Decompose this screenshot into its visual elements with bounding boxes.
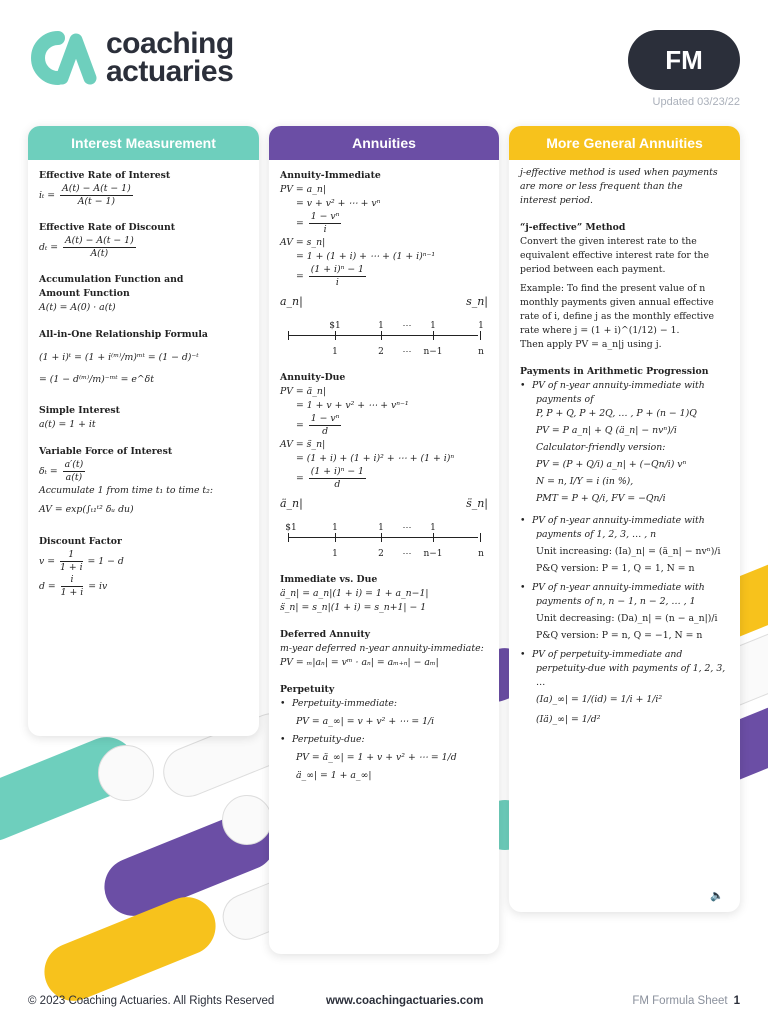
section-title: Discount Factor (39, 536, 122, 547)
formula: (1 + i)ᵗ = (1 + i⁽ᵐ⁾/m)ᵐᵗ = (1 − d)⁻ᵗ (39, 352, 199, 363)
timeline-right-symbol: s̈_n| (466, 497, 488, 510)
timeline-left-symbol: ä_n| (280, 497, 303, 510)
formula: = (1 + i) + (1 + i)² + ⋯ + (1 + i)ⁿ (296, 453, 455, 464)
card-interest-measurement (28, 126, 259, 736)
section-title: Perpetuity (280, 684, 335, 695)
timeline-time: n−1 (423, 549, 443, 559)
card-general-annuities (509, 126, 740, 912)
formula-denominator: A(t) (90, 248, 109, 259)
note: Accumulate 1 from time t₁ to time t₂: (39, 485, 214, 496)
bullet-cont: payments of n, n − 1, n − 2, … , 1 (536, 596, 696, 607)
timeline-time: ⋯ (402, 347, 412, 357)
formula-lhs: v = (39, 556, 55, 567)
formula: (Iä)_∞| = 1/d² (536, 714, 601, 725)
formula-denominator: 1 + i (60, 587, 84, 598)
formula-numerator: a′(t) (64, 459, 84, 470)
timeline-payment: $1 (329, 321, 341, 331)
example-text: Example: To find the present value of n (520, 283, 706, 294)
card-annuities: Annuities Annuity-Immediate PV = a_n| = v + v² + ⋯ + vⁿ = $\frac{\text{1 − vⁿ}}{i}$ AV = s_n| = 1 + (1 + i) + ⋯ + (1 + i)ⁿ⁻¹ = $\frac{\text{(1 + i)ⁿ − 1}}{i}$ a_n| s_n| $1 1 ⋯ 1 1 1 2 ⋯ n−1 n Annuity-Due PV = ä_n| = 1 + v + v² + ⋯ + vⁿ⁻¹ = $\frac{\text{1 − vⁿ}}{d}$ AV = s̈_n| = (1 + i) + (1 + i)² + ⋯ + (1 + i)ⁿ = $\frac{\text{(1 + i)ⁿ − 1}}{d}$ ä_n| s̈_n| $1 1 1 ⋯ 1 1 2 ⋯ n−1 n Immediate vs. Due ä_n| = a_n|(1 + i) = 1 + a_n−1| s̈_n| = s_n|(1 + i) = s_n+1| − 1 Deferred Annuity m-year deferred n-year annuity-immediate: PV = ₘ|aₙ| = vᵐ · aₙ| = aₘ₊ₙ| − aₘ| Perpetuity • Perpetuity-immediate: PV = a_∞| = v + v² + ⋯ = 1/i • Perpetuity-due: PV = ä_∞| = 1 + v + v² + ⋯ = 1/d ä_∞| = 1 + a_∞| (269, 126, 499, 954)
logo-line1: coaching (106, 27, 234, 60)
timeline-time: 1 (332, 347, 338, 357)
timeline-time: n (478, 549, 484, 559)
formula: AV = exp(∫ₜ₁ᵗ² δᵤ du) (39, 504, 134, 515)
body-text: Convert the given interest rate to the (520, 236, 697, 247)
section-title: All-in-One Relationship Formula (39, 329, 208, 340)
decor-circle (222, 795, 272, 845)
timeline-right-symbol: s_n| (466, 295, 488, 308)
timeline-time: ⋯ (402, 549, 412, 559)
formula: Unit increasing: (Ia)_n| = (ä_n| − nvⁿ)/i (536, 546, 721, 557)
formula: PV = ä_∞| = 1 + v + v² + ⋯ = 1/d (296, 752, 457, 763)
bullet-cont: payments of (536, 394, 594, 405)
timeline-payment: 1 (430, 321, 436, 331)
timeline-payment: 1 (332, 523, 338, 533)
formula: P&Q version: P = 1, Q = 1, N = n (536, 563, 695, 574)
formula: = v + v² + ⋯ + vⁿ (296, 198, 381, 209)
brand-logo[interactable] (28, 27, 234, 88)
formula: AV = s̈_n| (280, 439, 326, 450)
timeline-left-symbol: a_n| (280, 295, 303, 308)
formula: PV = (P + Q/i) a_n| + (−Qn/i) vⁿ (536, 459, 687, 470)
formula: P&Q version: P = n, Q = −1, N = n (536, 630, 703, 641)
section-title: Payments in Arithmetic Progression (520, 366, 709, 377)
card-title: More General Annuities (509, 126, 740, 160)
timeline-time: n−1 (423, 347, 443, 357)
updated-date: Updated 03/23/22 (652, 96, 740, 108)
bullet: • PV of n-year annuity-immediate with (520, 581, 729, 595)
formula-numerator: 1 − vⁿ (310, 413, 340, 424)
formula: PV = a_n| (280, 184, 326, 195)
card-title: Annuities (269, 126, 499, 160)
copyright: © 2023 Coaching Actuaries. All Rights Reserved (28, 995, 275, 1007)
logo-mark-icon (28, 30, 100, 86)
formula-denominator: A(t − 1) (77, 196, 116, 207)
timeline-time: 1 (332, 549, 338, 559)
decor-circle (98, 745, 154, 801)
formula: ä_n| = a_n|(1 + i) = 1 + a_n−1| (280, 588, 429, 599)
formula: s̈_n| = s_n|(1 + i) = s_n+1| − 1 (280, 602, 427, 613)
timeline-payment: $1 (285, 523, 297, 533)
timeline-time: 2 (378, 347, 384, 357)
formula: AV = s_n| (280, 237, 326, 248)
example-text: Then apply PV = a_n|j using j. (520, 339, 662, 350)
section-title: Effective Rate of Interest (39, 170, 171, 181)
bullet: • Perpetuity-due: (280, 733, 488, 747)
formula-denominator: d (334, 479, 341, 490)
formula-numerator: 1 (60, 549, 83, 562)
note: Calculator-friendly version: (536, 442, 666, 453)
formula: Unit decreasing: (Da)_n| = (n − a_n|)/i (536, 613, 718, 624)
timeline-payment: ⋯ (402, 523, 412, 533)
formula: N = n, I/Y = i (in %), (536, 476, 634, 487)
formula-lhs: d = (39, 581, 56, 592)
formula-lhs: δₜ = (39, 466, 58, 477)
note: m-year deferred n-year annuity-immediate: (280, 643, 484, 654)
timeline-payment: 1 (378, 321, 384, 331)
section-title: “j-effective” Method (520, 222, 626, 233)
formula-rhs: = iv (88, 581, 108, 592)
intro-text: are more or less frequent than the (520, 181, 683, 192)
section-title: Annuity-Immediate (280, 170, 381, 181)
formula-lhs: iₜ = (39, 190, 56, 201)
formula-numerator: (1 + i)ⁿ − 1 (310, 466, 364, 477)
section-title: Effective Rate of Discount (39, 222, 176, 233)
timeline-immediate (280, 295, 488, 365)
intro-text: interest period. (520, 195, 593, 206)
formula: = (1 − d⁽ᵐ⁾/m)⁻ᵐᵗ = e^δt (39, 374, 155, 385)
formula-numerator: 1 − vⁿ (310, 211, 340, 222)
page-number: 1 (733, 995, 740, 1007)
section-title: Simple Interest (39, 405, 120, 416)
bullet: • Perpetuity-immediate: (280, 697, 488, 711)
bullet: • PV of n-year annuity-immediate with (520, 514, 729, 528)
timeline-payment: 1 (430, 523, 436, 533)
formula: (Ia)_∞| = 1/(id) = 1/i + 1/i² (536, 694, 663, 705)
formula-denominator: i (335, 277, 339, 288)
timeline-payment: 1 (378, 523, 384, 533)
example-text: rate where j = (1 + i)^(1/12) − 1. (520, 325, 680, 336)
timeline-time: 2 (378, 549, 384, 559)
formula: = 1 + v + v² + ⋯ + vⁿ⁻¹ (296, 400, 409, 411)
speaker-icon[interactable]: 🔈 (710, 889, 724, 902)
timeline-payment: 1 (478, 321, 484, 331)
section-title: Deferred Annuity (280, 629, 371, 640)
timeline-time: n (478, 347, 484, 357)
formula-denominator: i (323, 224, 327, 235)
section-title: Accumulation Function and (39, 274, 184, 285)
formula: ä_∞| = 1 + a_∞| (296, 770, 372, 781)
bullet: • PV of perpetuity-immediate and (520, 648, 729, 662)
exam-badge: FM (628, 30, 740, 90)
logo-line2: actuaries (106, 55, 234, 88)
body-text: period between each payment. (520, 264, 666, 275)
section-title: Annuity-Due (280, 372, 346, 383)
section-title: Amount Function (39, 288, 130, 299)
formula-denominator: a(t) (65, 472, 83, 483)
formula-numerator: i (61, 574, 84, 587)
example-text: rate of i, define j as the monthly effective (520, 311, 715, 322)
example-text: monthly payments given annual effective (520, 297, 714, 308)
intro-text: j-effective method is used when payments (520, 167, 718, 178)
formula: PMT = P + Q/i, FV = −Qn/i (536, 493, 666, 504)
bullet-cont: perpetuity-due with payments of 1, 2, 3, … (536, 663, 726, 688)
formula-lhs: dₜ = (39, 242, 58, 253)
formula: PV = a_∞| = v + v² + ⋯ = 1/i (296, 716, 435, 727)
formula-denominator: 1 + i (59, 562, 83, 573)
formula-numerator: A(t) − A(t − 1) (61, 183, 131, 194)
sheet-name: FM Formula Sheet (632, 995, 728, 1007)
bullet: • PV of n-year annuity-immediate with (520, 379, 729, 393)
formula: PV = P a_n| + Q (ä_n| − nvⁿ)/i (536, 425, 677, 436)
formula-denominator: d (322, 426, 329, 437)
formula: = 1 + (1 + i) + ⋯ + (1 + i)ⁿ⁻¹ (296, 251, 436, 262)
formula-numerator: A(t) − A(t − 1) (64, 235, 134, 246)
formula: PV = ä_n| (280, 386, 326, 397)
formula-numerator: (1 + i)ⁿ − 1 (310, 264, 364, 275)
section-title: Immediate vs. Due (280, 574, 378, 585)
formula: a(t) = 1 + it (39, 419, 96, 430)
timeline-payment: ⋯ (402, 321, 412, 331)
formula-rhs: = 1 − d (87, 556, 124, 567)
website-link[interactable]: www.coachingactuaries.com (326, 995, 484, 1007)
formula: P, P + Q, P + 2Q, … , P + (n − 1)Q (536, 408, 697, 419)
body-text: equivalent effective interest rate for the (520, 250, 710, 261)
card-title: Interest Measurement (28, 126, 259, 160)
formula: A(t) = A(0) · a(t) (39, 302, 116, 313)
formula: PV = ₘ|aₙ| = vᵐ · aₙ| = aₘ₊ₙ| − aₘ| (280, 657, 439, 668)
timeline-due (280, 497, 488, 567)
section-title: Variable Force of Interest (39, 446, 173, 457)
bullet-cont: payments of 1, 2, 3, … , n (536, 529, 657, 540)
